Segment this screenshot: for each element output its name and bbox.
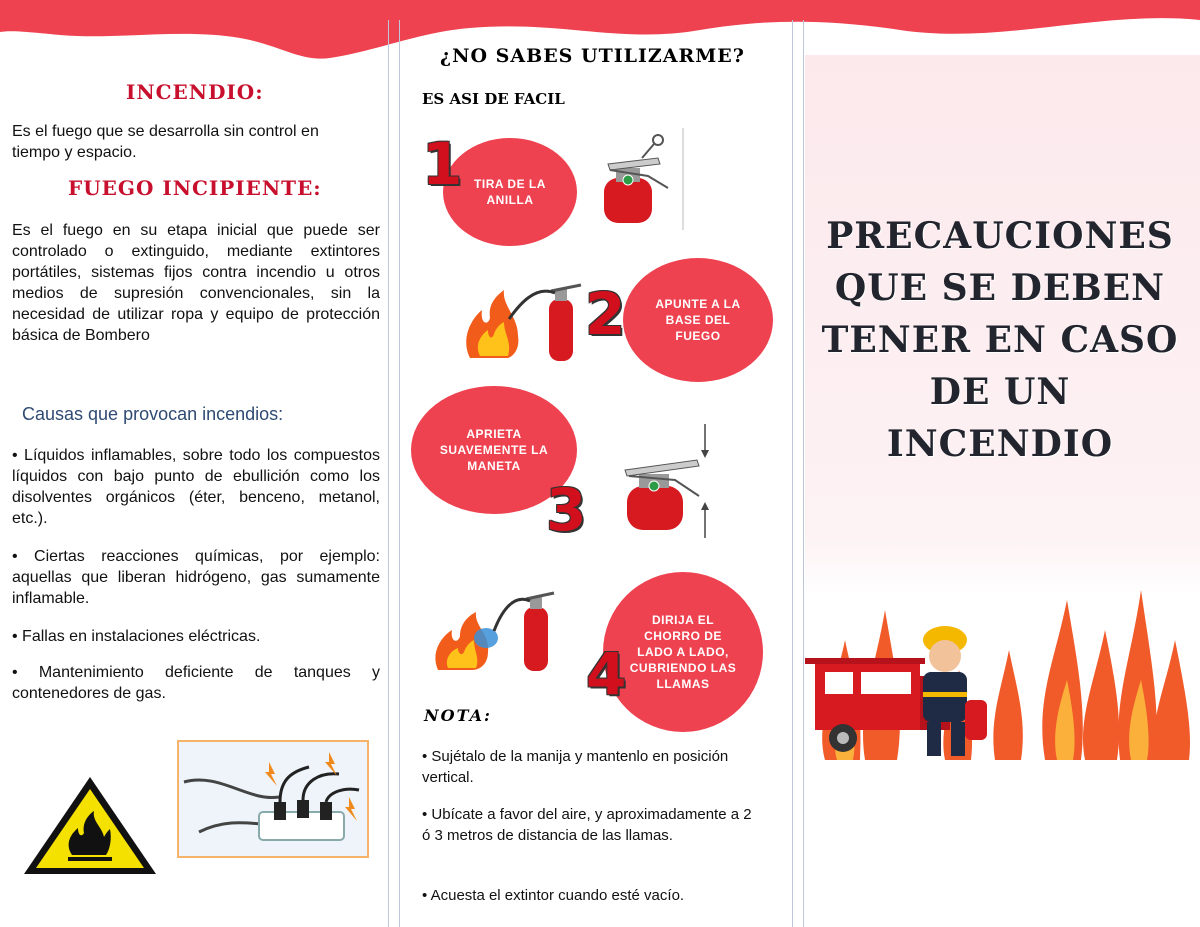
cause-item: • Líquidos inflamables, sobre todo los compuestos líquidos con bajo punto de ebullición como los disolventes orgánicos (éter, benceno, metanol, etc.). [12, 447, 380, 527]
step-3-text: APRIETA SUAVEMENTE LA MANETA [439, 427, 549, 473]
fire-extinguisher-icon [505, 275, 595, 365]
note-item: • Sujétalo de la manija y mantenlo en posición vertical. [422, 748, 729, 786]
cause-item: • Fallas en instalaciones eléctricas. [12, 628, 261, 645]
cause-item: • Ciertas reacciones químicas, por ejemplo: aquellas que liberan hidrógeno, gas sumamente inflamable. [12, 548, 380, 607]
right-panel-background [805, 55, 1200, 927]
usage-heading: ¿NO SABES UTILIZARME? [440, 45, 745, 67]
step-1-circle [443, 138, 577, 246]
step-4-circle [603, 572, 763, 732]
note-item: • Ubícate a favor del aire, y aproximadamente a 2 ó 3 metros de distancia de las llamas. [422, 806, 752, 844]
step-2-number: 2 [585, 280, 626, 348]
step-4-number: 4 [586, 640, 627, 708]
brochure-title: PRECAUCIONES QUE SE DEBEN TENER EN CASO DE UN INCENDIO [821, 215, 1179, 465]
fuego-incipiente-heading: FUEGO INCIPIENTE: [68, 176, 322, 200]
step-4-text: DIRIJA EL CHORRO DE LADO A LADO, CUBRIENDO LAS LLAMAS [629, 613, 737, 691]
note-heading: NOTA: [424, 706, 492, 725]
fire-warning-icon [20, 773, 160, 878]
overloaded-outlet-icon [177, 740, 369, 858]
note-item: • Acuesta el extintor cuando esté vacío. [422, 887, 685, 904]
step-1-number: 1 [422, 130, 463, 198]
right-panel-divider [792, 20, 804, 927]
fire-extinguisher-icon [615, 420, 720, 545]
step-2-circle [623, 258, 773, 382]
fuego-incipiente-definition: Es el fuego en su etapa inicial que puede ser controlado o extinguido, mediante extintores portátiles, sistemas fijos contra incendio u otros medios de supresión convencionales, sin la necesidad de utilizar ropa y equipo de protección básica de Bombero [12, 222, 380, 344]
cause-item: • Mantenimiento deficiente de tanques y contenedores de gas. [12, 664, 380, 702]
left-panel-divider [388, 20, 400, 927]
fire-extinguisher-icon [490, 585, 560, 675]
step-3-number: 3 [546, 476, 587, 544]
step-1-text: TIRA DE LA ANILLA [474, 177, 546, 207]
fire-extinguisher-icon [598, 128, 688, 233]
incendio-definition: Es el fuego que se desarrolla sin control en tiempo y espacio. [12, 123, 319, 161]
step-2-text: APUNTE A LA BASE DEL FUEGO [655, 297, 741, 343]
usage-subheading: ES ASI DE FACIL [422, 90, 565, 108]
firefighter-icon [923, 626, 987, 756]
fire-scene-illustration [805, 580, 1200, 765]
causes-heading: Causas que provocan incendios: [22, 404, 284, 424]
incendio-heading: INCENDIO: [126, 80, 264, 104]
